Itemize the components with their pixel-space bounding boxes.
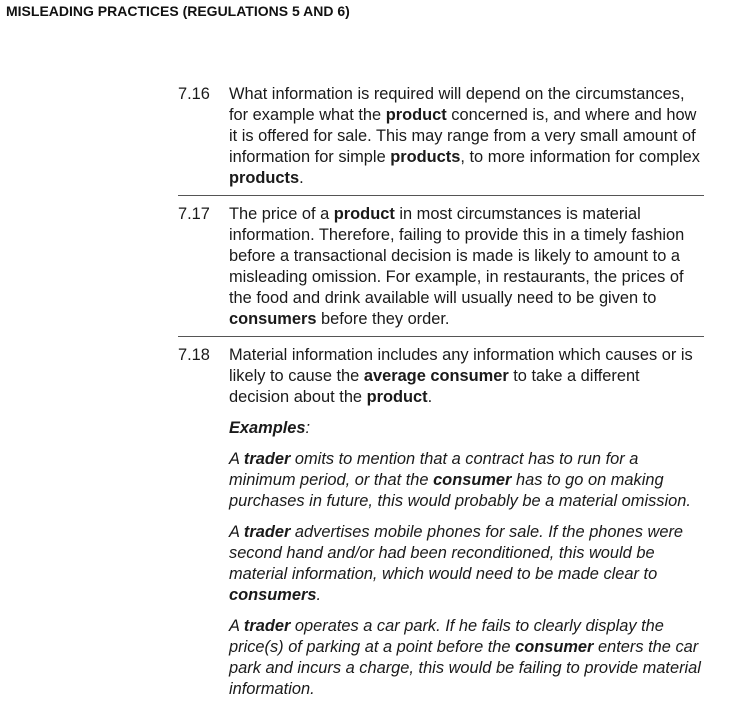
bold-term: consumers [229,310,317,328]
example-text [229,449,704,512]
bold-term: trader [243,450,291,468]
text-run: to take a different decision about the [229,367,640,406]
bold-term: products [229,169,300,187]
text-run: advertises mobile phones for sale. If the phones were second hand and/or had been reconditioned, this would be material information, which would need to be made clear to [229,523,684,583]
text-run: omits to mention that a contract has to run for a minimum period, or that the [229,450,639,489]
paragraph-number: 7.16 [178,85,210,103]
text-run: , to more information for complex [460,148,700,166]
running-header: MISLEADING PRACTICES (REGULATIONS 5 AND 6) [6,3,350,19]
example-text [229,522,704,606]
text-run: Material information includes any information which causes or is likely to cause the [229,346,693,385]
paragraph-number: 7.17 [178,205,210,223]
paragraph-body [229,345,704,700]
text-run: enters the car park and incurs a charge, this would be failing to provide material information. [229,638,701,698]
text-run: A [229,450,244,468]
paragraph-7-16 [178,84,704,189]
text-run: A [229,617,244,635]
bold-term: average consumer [363,367,509,385]
bold-term: trader [243,523,291,541]
bold-term: product [385,106,447,124]
text-run: What information is required will depend on the circumstances, for example what the [229,85,685,124]
paragraph-text [229,84,704,189]
example-text [229,616,704,700]
text-run: . [299,169,304,187]
examples-heading [229,418,704,439]
text-run: . [427,388,433,406]
bold-term: trader [243,617,291,635]
bold-term: product [333,205,395,223]
text-run: operates a car park. If he fails to clearly display the price(s) of parking at a point before the [229,617,664,656]
paragraph-body [229,84,704,189]
paragraph-text [229,204,704,330]
paragraph-7-17 [178,204,704,330]
document-body [178,84,704,700]
bold-term: product [366,388,428,406]
paragraph-7-18 [178,345,704,700]
text-run: : [305,419,311,437]
bold-term: Examples [229,419,306,437]
text-run: in most circumstances is material information. Therefore, failing to provide this in a timely fashion before a transactional decision is made is likely to amount to a misleading omission. For example, in restaurants, the prices of the food and drink available will usually need to be given to [229,205,685,307]
text-run: . [316,586,322,604]
paragraph-body [229,204,704,330]
bold-term: consumers [229,586,317,604]
paragraph-text [229,345,704,408]
text-run: The price of a [229,205,334,223]
bold-term: products [390,148,461,166]
text-run: has to go on making purchases in future, this would probably be a material omission. [229,471,691,510]
divider [178,195,704,196]
bold-term: consumer [433,471,512,489]
divider [178,336,704,337]
paragraph-number: 7.18 [178,346,210,364]
bold-term: consumer [515,638,594,656]
text-run: A [229,523,244,541]
text-run: concerned is, and where and how it is offered for sale. This may range from a very small amount of information for simple [229,106,697,166]
text-run: before they order. [316,310,450,328]
